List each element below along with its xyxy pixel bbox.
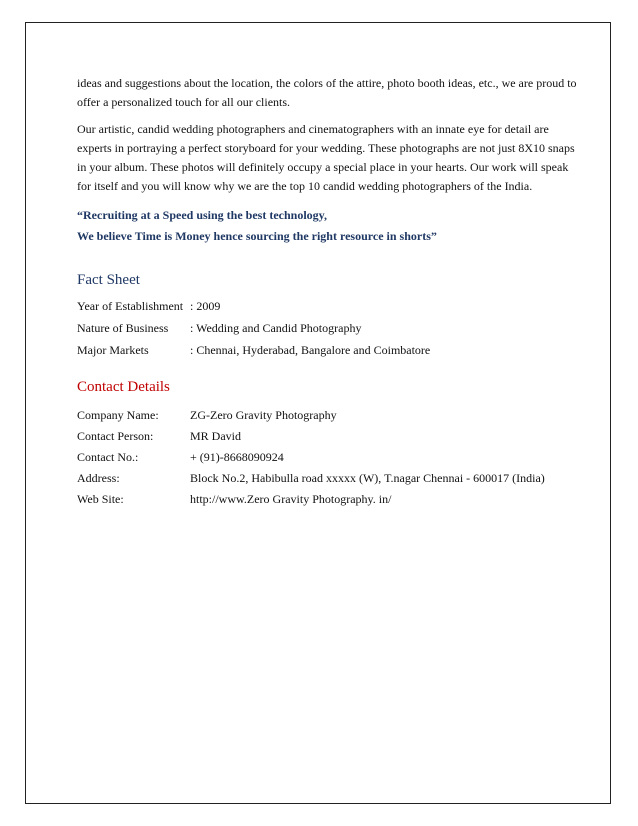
fact-row	[77, 321, 577, 336]
intro-paragraph-1: ideas and suggestions about the location, the colors of the attire, photo booth ideas, etc., we are proud to offer a personalized touch for all our clients.	[77, 76, 577, 109]
contact-row	[77, 408, 577, 423]
document-page	[25, 22, 611, 804]
fact-value: : Chennai, Hyderabad, Bangalore and Coimbatore	[190, 343, 431, 357]
tagline-quote	[77, 205, 577, 247]
contact-label: Web Site:	[77, 492, 124, 506]
tagline-line-1: “Recruiting at a Speed using the best technology,	[77, 208, 328, 222]
tagline-line-2: We believe Time is Money hence sourcing the right resource in shorts”	[77, 229, 437, 243]
contact-row	[77, 429, 577, 444]
contact-row	[77, 492, 577, 507]
contact-row	[77, 471, 577, 486]
fact-label: Year of Establishment	[77, 299, 184, 313]
page-content	[77, 74, 577, 513]
contact-value: ZG-Zero Gravity Photography	[190, 408, 337, 422]
contact-details-heading: Contact Details	[77, 379, 170, 395]
fact-label: Nature of Business	[77, 321, 169, 335]
contact-row	[77, 450, 577, 465]
fact-value: : 2009	[190, 299, 221, 313]
fact-label: Major Markets	[77, 343, 149, 357]
fact-row	[77, 343, 577, 358]
fact-row	[77, 299, 577, 314]
fact-value: : Wedding and Candid Photography	[190, 321, 362, 335]
contact-value: Block No.2, Habibulla road xxxxx (W), T.nagar Chennai - 600017 (India)	[190, 471, 545, 485]
intro-paragraph-2: Our artistic, candid wedding photographers and cinematographers with an innate eye for detail are experts in portraying a perfect storyboard for your wedding. These photographs are not just 8X10 snaps in your album. These photos will definitely occupy a special place in your hearts. Our work will speak for itself and you will know why we are the top 10 candid wedding photographers of the India.	[77, 122, 575, 193]
contact-value: + (91)-8668090924	[190, 450, 284, 464]
contact-label: Contact Person:	[77, 429, 154, 443]
contact-label: Address:	[77, 471, 120, 485]
contact-details-table	[77, 408, 577, 507]
fact-sheet-heading: Fact Sheet	[77, 272, 140, 288]
website-link[interactable]: http://www.Zero Gravity Photography. in/	[190, 492, 392, 506]
contact-label: Contact No.:	[77, 450, 139, 464]
contact-value: MR David	[190, 429, 241, 443]
fact-sheet-table	[77, 299, 577, 358]
contact-label: Company Name:	[77, 408, 159, 422]
